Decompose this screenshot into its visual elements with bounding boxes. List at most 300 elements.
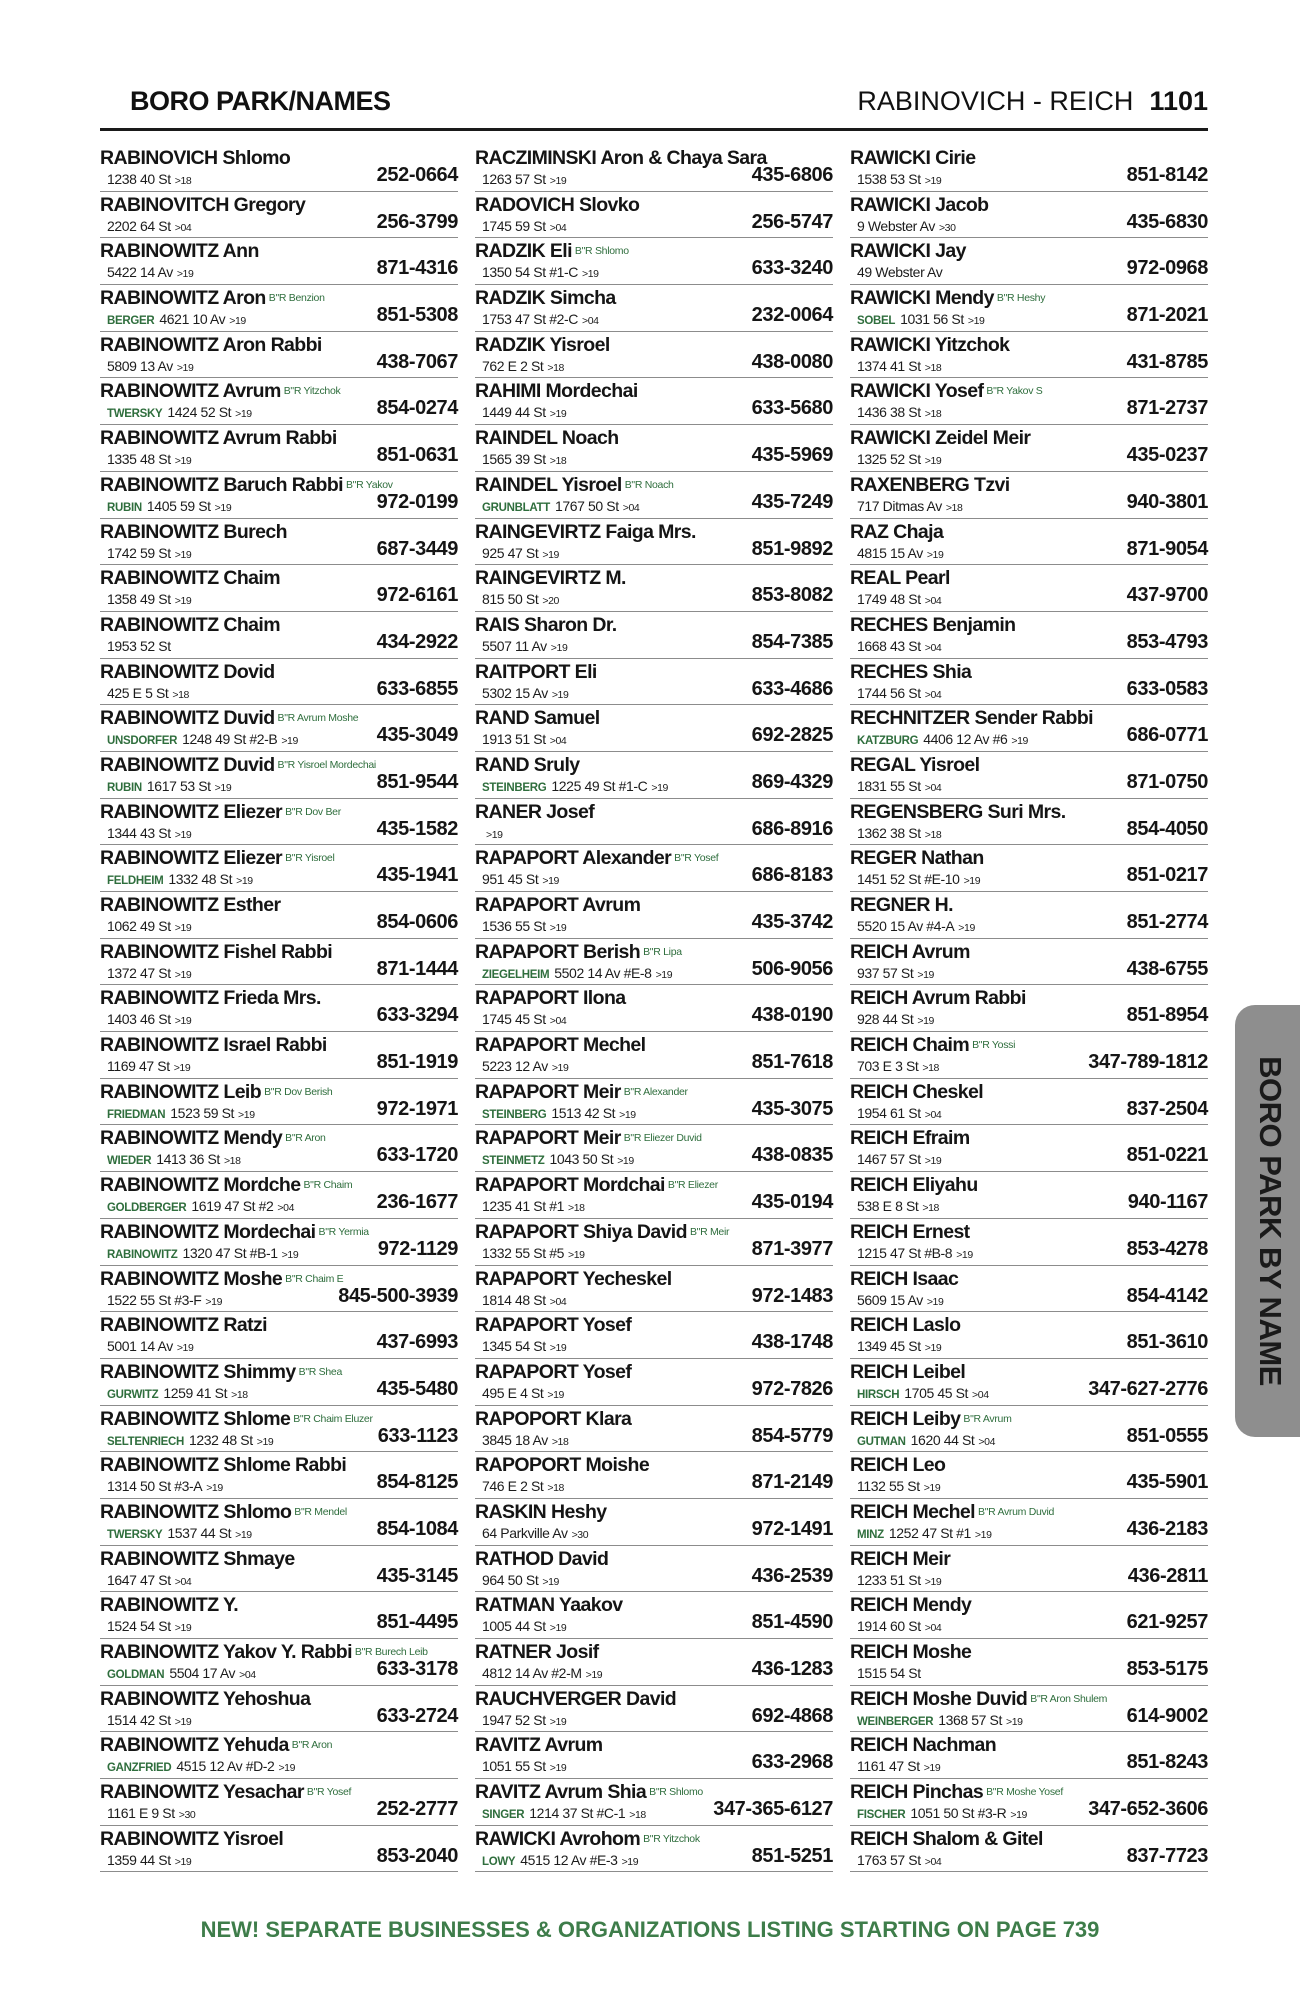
listing-address (857, 1572, 941, 1588)
name-text: RECHNITZER Sender Rabbi (850, 707, 1093, 730)
phone-number: 438-0835 (751, 1144, 833, 1167)
listing-address (482, 1478, 564, 1494)
name-text: RAHIMI Mordechai (475, 380, 638, 403)
listing-entry (850, 425, 1208, 472)
street-address: 1252 47 St #1 (888, 1524, 971, 1541)
zip-code: >19 (205, 1295, 223, 1308)
street-address: 1051 50 St #3-R (910, 1805, 1007, 1822)
street-address: 64 Parkville Av (482, 1524, 568, 1541)
zip-code: >19 (486, 828, 503, 841)
listing-name (100, 1221, 369, 1244)
street-address: 5001 14 Av (107, 1338, 173, 1355)
listing-name (475, 661, 597, 684)
street-address: 746 E 2 St (482, 1478, 544, 1495)
street-address: 1647 47 St (107, 1571, 171, 1588)
listing-address (482, 965, 672, 981)
phone-number: 854-5779 (751, 1424, 833, 1447)
listing-entry (100, 565, 458, 612)
street-address: 9 Webster Av (857, 217, 935, 234)
listing-name (475, 894, 640, 917)
zip-code: >19 (651, 781, 668, 794)
ben-reb-note: B"R Yitzchok (643, 1832, 700, 1845)
name-text: RAPAPORT Ilona (475, 987, 626, 1010)
name-text: RABINOWITZ Yakov Y. Rabbi (100, 1641, 352, 1663)
listing-address (857, 1292, 943, 1308)
listing-name (850, 1828, 1043, 1851)
zip-code: >19 (550, 641, 568, 654)
zip-code: >19 (174, 1622, 192, 1635)
listing-name (100, 521, 287, 544)
listing-entry (475, 425, 833, 472)
listing-entry (100, 612, 458, 659)
phone-number: 871-9054 (1126, 537, 1208, 560)
listing-address (857, 1852, 941, 1868)
listing-address (482, 1758, 566, 1774)
phone-number: 851-1919 (376, 1051, 458, 1074)
listing-address (107, 1478, 223, 1494)
zip-code: >19 (923, 1762, 941, 1775)
listing-name (850, 987, 1026, 1010)
spouse-maiden-name: RABINOWITZ (107, 1248, 178, 1261)
listing-name (850, 1548, 950, 1571)
listing-name (850, 1501, 1054, 1524)
listing-address (857, 871, 980, 887)
phone-number: 614-9002 (1126, 1704, 1208, 1727)
name-text: REGER Nathan (850, 847, 984, 870)
listing-name (100, 1314, 267, 1337)
listing-address (482, 731, 566, 747)
name-text: RABINOWITZ Ann (100, 240, 259, 263)
spouse-maiden-name: RUBIN (107, 781, 142, 794)
name-text: RAINGEVIRTZ Faiga Mrs. (475, 520, 696, 543)
listing-name (475, 1034, 646, 1057)
listing-address (857, 1805, 1027, 1821)
zip-code: >30 (571, 1528, 589, 1541)
name-text: RASKIN Heshy (475, 1500, 607, 1523)
name-text: RAWICKI Jacob (850, 193, 989, 216)
listing-name (475, 1268, 672, 1291)
street-address: 1537 44 St (167, 1524, 232, 1541)
phone-number: 437-9700 (1126, 584, 1208, 607)
page-range-header (857, 86, 1208, 117)
listing-entry (850, 892, 1208, 939)
zip-code: >19 (924, 1575, 942, 1588)
name-text: RAINDEL Yisroel (475, 473, 622, 496)
listing-name (850, 287, 1045, 310)
spouse-maiden-name: KATZBURG (857, 735, 919, 748)
zip-code: >19 (176, 361, 194, 374)
spouse-maiden-name: GANZFRIED (107, 1762, 172, 1775)
listing-name (475, 567, 626, 590)
phone-number: 851-0555 (1126, 1424, 1208, 1447)
listing-entry (850, 1499, 1208, 1546)
zip-code: >20 (542, 595, 559, 608)
zip-code: >19 (206, 1482, 223, 1495)
street-address: 1005 44 St (482, 1618, 546, 1635)
street-address: 5504 17 Av (169, 1665, 236, 1681)
street-address: 1238 40 St (107, 171, 171, 187)
street-address: 1620 44 St (910, 1431, 975, 1448)
ben-reb-note: B"R Avrum (963, 1412, 1012, 1425)
name-text: RAPAPORT Alexander (475, 847, 672, 870)
name-text: REICH Leiby (850, 1407, 961, 1430)
zip-code: >19 (549, 1342, 567, 1355)
listing-name (850, 754, 979, 777)
street-address: 1814 48 St (482, 1291, 546, 1308)
phone-number: 837-7723 (1126, 1844, 1208, 1867)
header-rule (100, 128, 1208, 131)
phone-number: 871-1444 (376, 957, 458, 980)
street-address: 1668 43 St (857, 637, 921, 654)
listing-address (107, 1712, 191, 1728)
listing-address (107, 1525, 252, 1541)
zip-code: >19 (924, 455, 942, 468)
phone-number: 347-789-1812 (1088, 1051, 1208, 1074)
listing-entry (850, 939, 1208, 986)
zip-code: >04 (277, 1202, 295, 1215)
listing-entry (100, 192, 458, 239)
name-text: RAPAPORT Mechel (475, 1034, 646, 1057)
ben-reb-note: B"R Meir (689, 1225, 730, 1238)
listing-address (482, 1712, 566, 1728)
phone-number: 854-8125 (376, 1471, 458, 1494)
zip-code: >19 (958, 922, 975, 934)
listing-address (107, 638, 171, 654)
street-address: 1359 44 St (107, 1851, 171, 1868)
phone-number: 435-1941 (376, 864, 458, 887)
listing-entry (850, 985, 1208, 1032)
listing-entry (850, 1779, 1208, 1826)
listing-name (850, 1361, 965, 1384)
listing-address (107, 871, 253, 887)
zip-code: >19 (963, 875, 981, 888)
listing-address (107, 451, 191, 467)
name-text: RAXENBERG Tzvi (850, 473, 1010, 496)
street-address: 1215 47 St #B-8 (857, 1244, 953, 1261)
name-text: RECHES Benjamin (850, 613, 1016, 636)
listing-name (100, 474, 393, 497)
zip-code: >19 (924, 1342, 942, 1355)
phone-number: 435-0194 (751, 1191, 833, 1214)
listing-address (482, 1245, 585, 1261)
listing-entry (100, 425, 458, 472)
phone-number: 633-3178 (376, 1658, 458, 1680)
street-address: 4515 12 Av #D-2 (176, 1758, 275, 1775)
name-text: REGAL Yisroel (850, 753, 980, 776)
street-address: 1368 57 St (938, 1711, 1002, 1728)
zip-code: >19 (974, 1528, 992, 1541)
listing-address (857, 1525, 992, 1541)
listing-entry (100, 145, 458, 192)
listing-entry (475, 1452, 833, 1499)
street-address: 1467 57 St (857, 1151, 921, 1168)
name-text: RANER Josef (475, 800, 595, 823)
name-text: RABINOWITZ Shlome (100, 1407, 291, 1430)
listing-entry (850, 565, 1208, 612)
name-text: REICH Pinchas (850, 1781, 984, 1804)
phone-number: 686-8916 (751, 817, 833, 840)
phone-number: 236-1677 (376, 1191, 458, 1214)
phone-number: 851-9544 (376, 770, 458, 793)
listing-name (100, 941, 332, 964)
street-address: 4621 10 Av (159, 311, 226, 328)
listing-address (482, 825, 503, 841)
zip-code: >04 (549, 1295, 567, 1308)
zip-code: >04 (174, 221, 192, 234)
street-address: 4815 15 Av (857, 544, 923, 561)
listing-address (107, 825, 191, 841)
spouse-maiden-name: GOLDBERGER (107, 1202, 187, 1215)
listing-address (857, 918, 975, 934)
listing-entry (100, 659, 458, 706)
listing-entry (475, 285, 833, 332)
listing-name (850, 801, 1066, 824)
name-text: RADZIK Yisroel (475, 333, 610, 356)
zip-code: >19 (176, 268, 194, 281)
name-text: REICH Isaac (850, 1267, 959, 1290)
listing-entry (100, 1546, 458, 1593)
listing-address (482, 1338, 566, 1354)
listing-entry (475, 612, 833, 659)
name-text: RAINDEL Noach (475, 427, 619, 450)
phone-number: 437-6993 (376, 1331, 458, 1354)
phone-number: 436-2539 (751, 1564, 833, 1587)
listing-entry (475, 1639, 833, 1686)
phone-number: 435-5480 (376, 1377, 458, 1400)
listing-name (100, 1688, 310, 1711)
name-text: RABINOWITZ Moshe (100, 1267, 283, 1290)
listing-entry (850, 1079, 1208, 1126)
spouse-maiden-name: MINZ (857, 1528, 884, 1541)
listing-address (482, 591, 559, 607)
listing-address (482, 311, 599, 327)
street-address: 1745 59 St (482, 217, 546, 234)
listing-address (107, 1151, 241, 1167)
phone-number: 252-2777 (376, 1798, 458, 1821)
ben-reb-note: B"R Yisroel (285, 852, 335, 865)
phone-number: 972-6161 (376, 584, 458, 607)
name-text: RABINOWITZ Fishel Rabbi (100, 940, 333, 963)
zip-code: >04 (549, 735, 567, 748)
zip-code: >04 (174, 1575, 192, 1588)
name-text: RADZIK Simcha (475, 287, 616, 310)
street-address: 1349 45 St (857, 1338, 921, 1355)
name-text: RABINOWITZ Duvid (100, 753, 275, 776)
listing-entry (100, 285, 458, 332)
listing-entry (475, 1406, 833, 1453)
listing-address (857, 731, 1028, 747)
zip-code: >18 (945, 501, 963, 514)
phone-number: 692-2825 (751, 724, 833, 747)
ben-reb-note: B"R Aron (291, 1739, 333, 1752)
name-text: RABINOWITZ Yisroel (100, 1827, 284, 1850)
listing-entry (100, 378, 458, 425)
listing-name (475, 847, 718, 870)
name-text: REICH Chaim (850, 1034, 970, 1057)
ben-reb-note: B"R Yosef (306, 1786, 352, 1799)
name-text: RABINOWITZ Dovid (100, 660, 275, 683)
listing-address (857, 1338, 941, 1354)
listing-name (850, 567, 950, 590)
listing-address (857, 1665, 921, 1681)
name-text: RABINOWITZ Mendy (100, 1127, 283, 1150)
phone-number: 851-8142 (1126, 164, 1208, 186)
zip-code: >19 (926, 548, 944, 561)
listing-entry (850, 332, 1208, 379)
listing-name (850, 1454, 945, 1477)
listing-name (850, 1174, 978, 1197)
zip-code: >19 (1010, 1809, 1027, 1822)
name-text: RAPAPORT Berish (475, 940, 641, 963)
listing-address (107, 1292, 222, 1308)
listing-name (100, 754, 376, 777)
phone-number: 435-6806 (751, 164, 833, 186)
name-text: REICH Leibel (850, 1360, 966, 1383)
zip-code: >19 (621, 1855, 639, 1868)
listing-name (850, 147, 975, 170)
listing-address (857, 264, 942, 280)
zip-code: >19 (214, 501, 232, 514)
listing-entry (850, 845, 1208, 892)
listing-address (857, 1385, 989, 1401)
street-address: 928 44 St (857, 1011, 914, 1028)
name-text: RAWICKI Zeidel Meir (850, 427, 1031, 450)
spouse-maiden-name: UNSDORFER (107, 735, 178, 748)
spouse-maiden-name: ZIEGELHEIM (482, 968, 550, 981)
street-address: 1344 43 St (107, 824, 171, 841)
listing-address (857, 1712, 1023, 1728)
listing-name (100, 1408, 373, 1431)
zip-code: >30 (178, 1809, 196, 1822)
listing-entry (475, 1219, 833, 1266)
listing-address (857, 1432, 995, 1448)
listing-name (100, 894, 280, 917)
spouse-maiden-name: GOLDMAN (107, 1669, 165, 1681)
phone-number: 853-2040 (376, 1844, 458, 1867)
zip-code: >04 (924, 688, 942, 701)
name-text: REICH Shalom & Gitel (850, 1827, 1043, 1850)
listing-entry (475, 985, 833, 1032)
street-address: 1214 37 St #C-1 (529, 1805, 626, 1822)
listing-entry (850, 705, 1208, 752)
listing-address (107, 1198, 294, 1214)
name-text: RABINOWITZ Baruch Rabbi (100, 473, 343, 496)
name-text: RAPAPORT Yosef (475, 1360, 632, 1383)
street-address: 538 E 8 St (857, 1198, 919, 1215)
name-text: REAL Pearl (850, 567, 950, 590)
phone-number: 633-6855 (376, 677, 458, 700)
zip-code: >18 (547, 1482, 565, 1495)
zip-code: >04 (924, 1108, 942, 1121)
spouse-maiden-name: GURWITZ (107, 1388, 159, 1401)
phone-number: 845-500-3939 (338, 1284, 458, 1307)
ben-reb-note: B"R Alexander (623, 1085, 688, 1098)
phone-number: 436-1283 (751, 1658, 833, 1680)
listing-address (857, 311, 984, 327)
zip-code: >19 (549, 1622, 567, 1635)
name-text: RABINOWITZ Eliezer (100, 847, 283, 870)
spouse-maiden-name: SOBEL (857, 315, 896, 328)
listing-entry (850, 1359, 1208, 1406)
listing-name (475, 380, 638, 403)
name-text: RAPOPORT Moishe (475, 1454, 650, 1477)
zip-code: >19 (174, 1855, 192, 1868)
ben-reb-note: B"R Yisroel Mordechai (277, 758, 376, 771)
listing-entry (100, 939, 458, 986)
listing-entry (475, 752, 833, 799)
street-address: 1161 47 St (857, 1758, 920, 1775)
listing-name (475, 1081, 688, 1104)
listing-address (482, 1618, 566, 1634)
listing-entry (475, 1172, 833, 1219)
name-text: RAPOPORT Klara (475, 1407, 632, 1430)
zip-code: >18 (629, 1809, 646, 1822)
listing-name (100, 1174, 352, 1197)
name-text: RABINOWITZ Mordechai (100, 1220, 316, 1243)
zip-code: >18 (223, 1155, 241, 1168)
listing-address (107, 778, 231, 794)
name-text: RAVITZ Avrum Shia (475, 1781, 647, 1804)
listing-entry (850, 238, 1208, 285)
listing-address (857, 685, 941, 701)
zip-code: >19 (923, 1482, 941, 1495)
ben-reb-note: B"R Dov Ber (285, 805, 341, 818)
listing-address (482, 778, 668, 794)
listing-name (475, 521, 696, 544)
name-text: REICH Mendy (850, 1594, 972, 1617)
listing-name (100, 147, 290, 170)
zip-code: >19 (917, 968, 934, 981)
phone-number: 687-3449 (376, 537, 458, 560)
listing-entry (100, 1312, 458, 1359)
name-text: RAPAPORT Meir (475, 1080, 621, 1103)
listing-entry (475, 1359, 833, 1406)
name-text: RAIS Sharon Dr. (475, 613, 617, 636)
street-address: 49 Webster Av (857, 264, 943, 281)
listing-entry (850, 1639, 1208, 1686)
listing-address (857, 1105, 941, 1121)
listing-entry (475, 565, 833, 612)
phone-number: 438-6755 (1126, 957, 1208, 980)
name-text: RABINOWITZ Yehuda (100, 1734, 289, 1757)
listing-entry (850, 519, 1208, 566)
street-address: 1914 60 St (857, 1618, 921, 1635)
ben-reb-note: B"R Burech Leib (354, 1646, 428, 1658)
street-address: 762 E 2 St (482, 357, 544, 374)
listing-entry (850, 1592, 1208, 1639)
name-text: RABINOWITZ Eliezer (100, 800, 283, 823)
name-text: REICH Avrum Rabbi (850, 987, 1026, 1010)
listing-name (100, 801, 341, 824)
listing-address (857, 778, 941, 794)
side-tab[interactable] (1235, 1005, 1300, 1437)
zip-code: >19 (551, 1062, 569, 1075)
listing-address (857, 591, 941, 607)
phone-number: 940-1167 (1127, 1191, 1208, 1214)
zip-code: >19 (549, 1762, 567, 1775)
listing-entry (475, 1125, 833, 1172)
listing-name (475, 287, 616, 310)
name-text: RABINOWITZ Avrum Rabbi (100, 427, 337, 450)
listing-name (850, 1034, 1015, 1057)
name-text: RABINOWITZ Leib (100, 1080, 262, 1103)
phone-number: 686-8183 (751, 864, 833, 887)
listing-address (107, 1572, 191, 1588)
street-address: 1169 47 St (107, 1058, 170, 1075)
phone-number: 871-0750 (1126, 770, 1208, 793)
page-number: 1101 (1149, 86, 1208, 116)
name-text: RAWICKI Avrohom (475, 1827, 641, 1850)
